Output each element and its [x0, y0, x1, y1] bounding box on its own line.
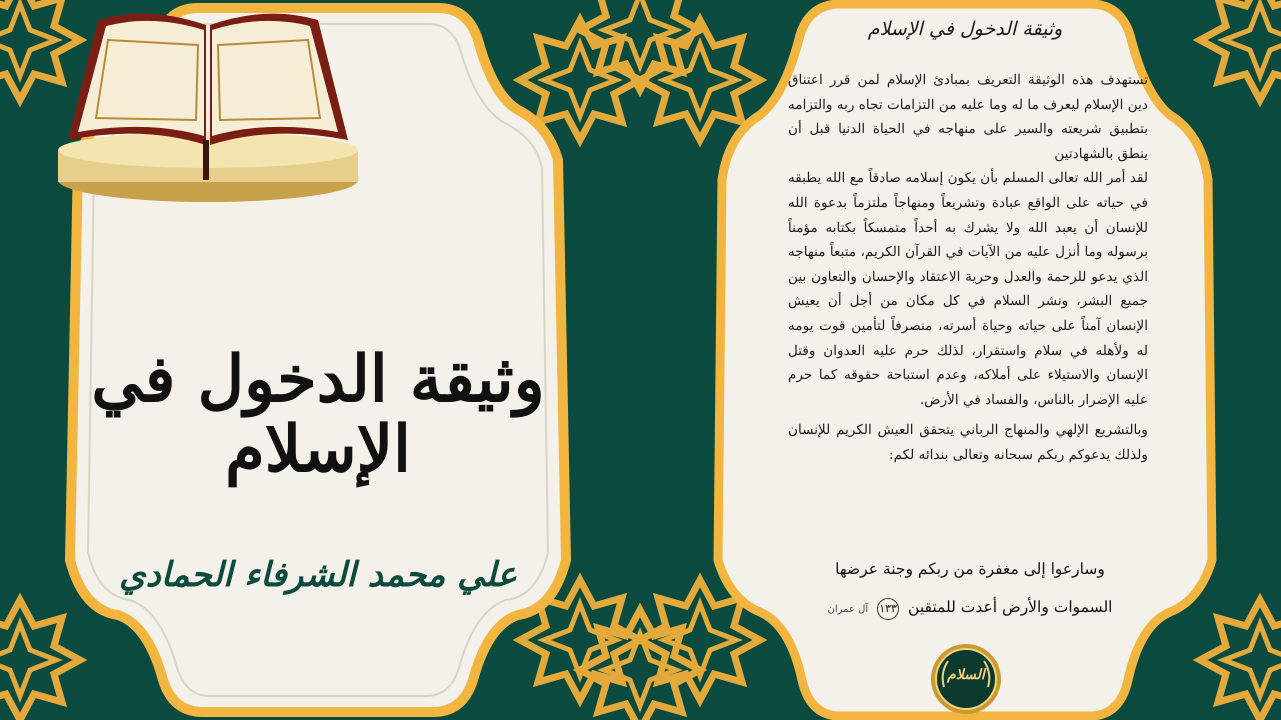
open-quran-book-icon: [48, 0, 368, 215]
cover-author: علي محمد الشرفاء الحمادي: [118, 555, 518, 595]
sura-name: آل عمران: [827, 604, 869, 615]
quran-verse-line-2: [780, 598, 1160, 620]
document-body: [788, 68, 1148, 468]
verse-text: السموات والأرض أعدت للمتقين: [908, 598, 1113, 616]
ayah-number-badge: ١٣٣: [877, 598, 899, 620]
quran-verse-line-1: وسارعوا إلى مغفرة من ربكم وجنة عرضها: [835, 560, 1105, 578]
paragraph-closing: وبالتشريع الإلهي والمنهاج الرباني يتحقق العيش الكريم للإنسان ولذلك يدعوكم ربكم سبحانه وتعالى بندائه لكم:: [788, 422, 1148, 463]
paragraph-intro: تستهدف هذه الوثيقة التعريف بمبادئ الإسلام لمن قرر اعتناق دين الإسلام ليعرف ما له وما عليه من التزامات تجاه ربه والتزامه بتطبيق شريعته والسير على منهاجه في الحياة الدنيا قبل أن ينطق بالشهادتين: [788, 72, 1148, 162]
document-header: وثيقة الدخول في الإسلام: [867, 18, 1063, 40]
paragraph-main: لقد أمر الله تعالى المسلم بأن يكون إسلامه صادقاً مع الله يطبقه في حياته على الواقع عبادة وتشريعاً ومنهاجاً ملتزماً بدعوة الله للإنسان أن يعبد الله ولا يشرك به أحداً متمسكاً بكتابه مؤمناً برسوله وما أنزل عليه من الآيات في القرآن الكريم، متبعاً منهاجه الذي يدعو للرحمة والعدل وحرية الاعتقاد والإحسان والتعاون بين جميع البشر، ونشر السلام في كل مكان من أجل أن يعيش الإنسان آمناً على حياته وحياة أسرته، منصرفاً لتأمين قوت يومه له ولأهله في سلام واستقرار، لذلك حرم عليه العدوان وقتل الإنسان والاستيلاء على أملاكه، وعدم استباحة حقوقه كما حرم عليه الإضرار بالناس، والفساد في الأرض.: [788, 170, 1148, 408]
document-panel: [700, 0, 1230, 720]
gold-laurel-seal-icon: [930, 643, 1002, 715]
cover-panel: [48, 0, 588, 720]
cover-title: وثيقة الدخول في الإسلام: [91, 342, 545, 488]
seal-text: السلام: [947, 667, 985, 683]
